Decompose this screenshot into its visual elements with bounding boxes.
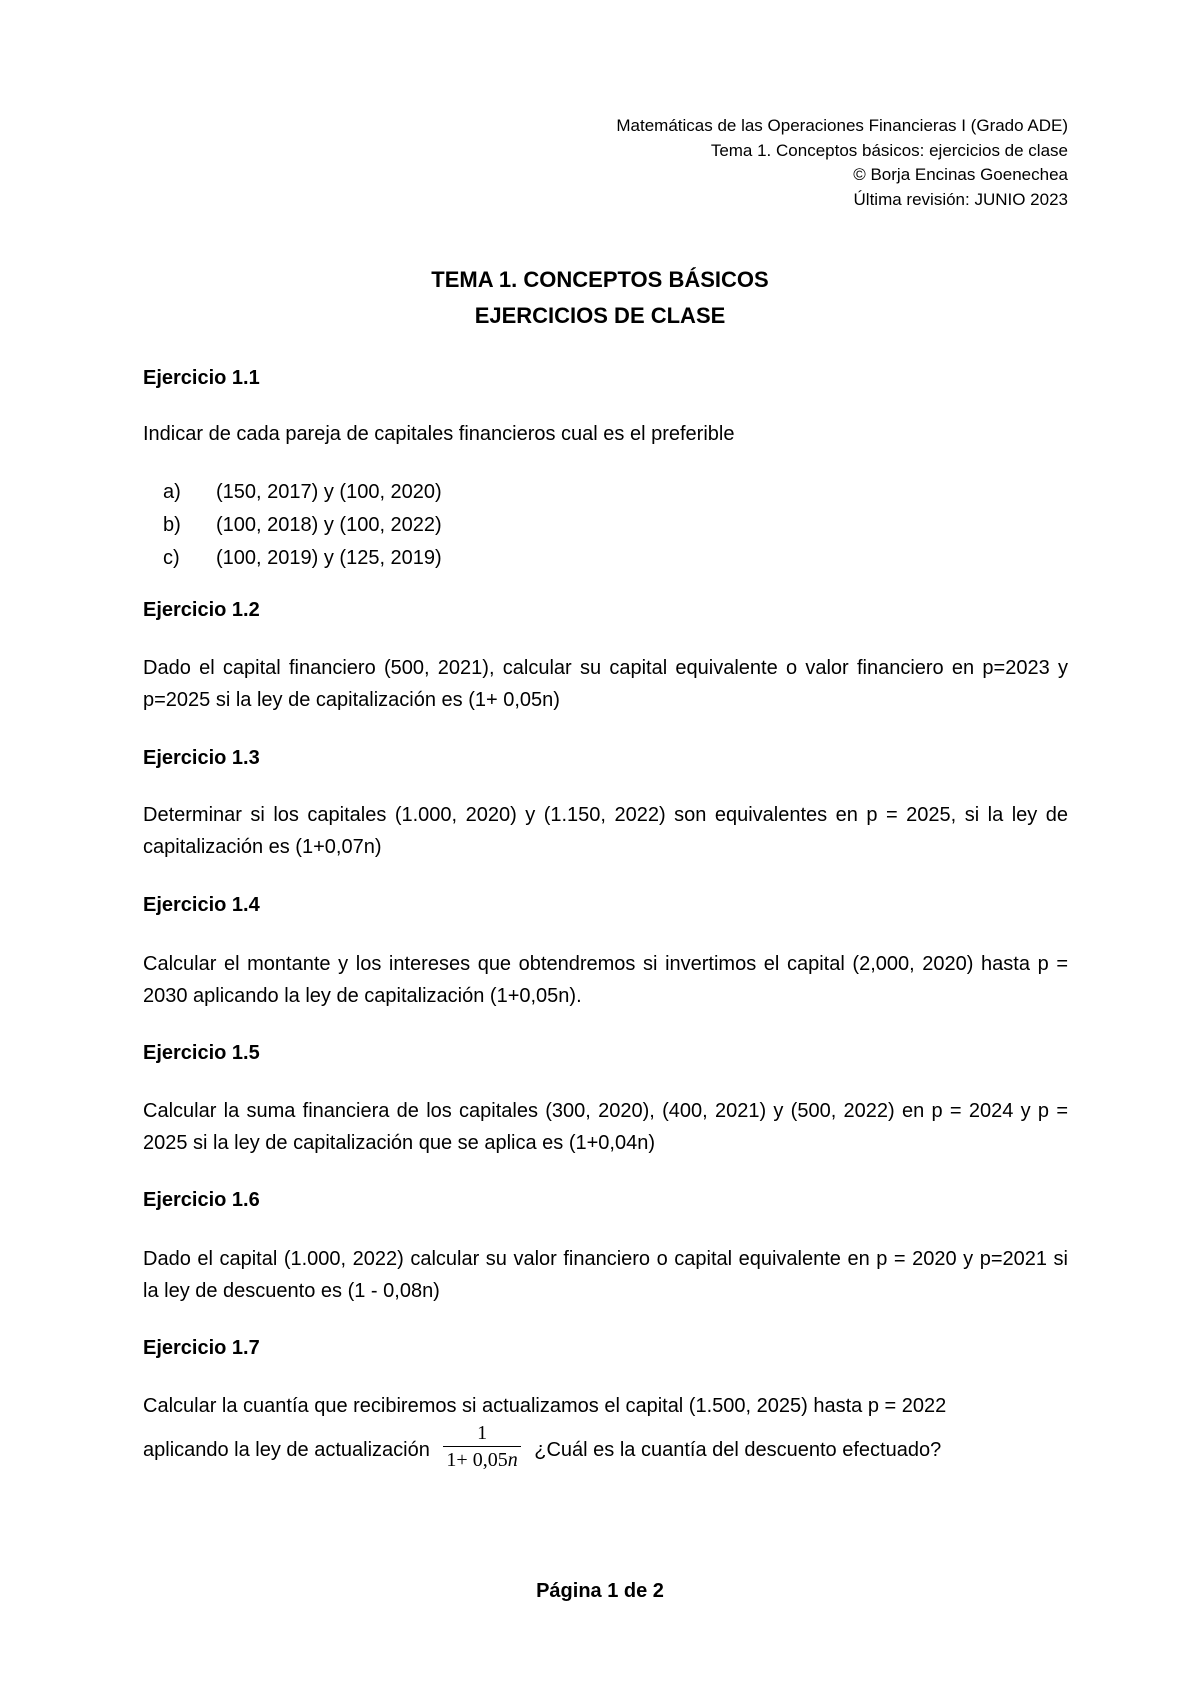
header-author: © Borja Encinas Goenechea <box>853 165 1068 184</box>
exercise-1-2-text: Dado el capital financiero (500, 2021), calcular su capital equivalente o valor financiero en p=2023 y p=2025 si la ley de capitalización es (1+ 0,05n) <box>143 657 1068 711</box>
header-revision: Última revisión: JUNIO 2023 <box>853 189 1068 209</box>
exercise-1-2-title: Ejercicio 1.2 <box>143 599 260 621</box>
exercise-1-4-title: Ejercicio 1.4 <box>143 894 260 916</box>
document-title-block <box>0 262 1200 334</box>
exercise-1-7-title: Ejercicio 1.7 <box>143 1337 260 1359</box>
list-item <box>163 476 442 509</box>
exercise-1-7-text-before: aplicando la ley de actualización <box>143 1438 430 1461</box>
fraction-numerator: 1 <box>477 1422 488 1444</box>
page-header <box>616 114 1068 212</box>
exercise-1-7-question: ¿Cuál es la cuantía del descuento efectuado? <box>534 1438 942 1461</box>
fraction-denominator <box>443 1446 520 1473</box>
document-subtitle: EJERCICIOS DE CLASE <box>474 303 726 328</box>
fraction-denominator-variable: n <box>507 1449 518 1471</box>
list-item <box>163 509 442 542</box>
option-text: (100, 2018) y (100, 2022) <box>216 514 442 536</box>
exercise-1-5-title: Ejercicio 1.5 <box>143 1042 260 1064</box>
exercise-1-3-text: Determinar si los capitales (1.000, 2020) y (1.150, 2022) son equivalentes en p = 2025, si la ley de capitalización es (1+0,07n) <box>143 804 1068 858</box>
exercise-1-1-text: Indicar de cada pareja de capitales financieros cual es el preferible <box>143 423 735 445</box>
page-number: Página 1 de 2 <box>536 1580 664 1602</box>
exercise-1-4-text: Calcular el montante y los intereses que obtendremos si invertimos el capital (2,000, 2020) hasta p = 2030 aplicando la ley de capitalización (1+0,05n). <box>143 953 1068 1007</box>
option-text: (100, 2019) y (125, 2019) <box>216 547 442 569</box>
exercise-1-6-text: Dado el capital (1.000, 2022) calcular su valor financiero o capital equivalente en p = 2020 y p=2021 si la ley de descuento es (1 - 0,08n) <box>143 1248 1068 1302</box>
exercise-1-7-text-line1: Calcular la cuantía que recibiremos si actualizamos el capital (1.500, 2025) hasta p = 2022 <box>143 1395 947 1417</box>
discount-law-fraction <box>443 1420 520 1473</box>
option-label: b) <box>163 514 181 536</box>
exercise-1-7-text-line2 <box>143 1424 1068 1477</box>
option-label: c) <box>163 547 180 569</box>
exercise-1-5-text: Calcular la suma financiera de los capitales (300, 2020), (400, 2021) y (500, 2022) en p = 2024 y p = 2025 si la ley de capitalización que se aplica es (1+0,04n) <box>143 1100 1068 1154</box>
exercise-1-1-options <box>163 476 442 575</box>
list-item <box>163 542 442 575</box>
header-course: Matemáticas de las Operaciones Financieras I (Grado ADE) <box>616 116 1068 135</box>
option-text: (150, 2017) y (100, 2020) <box>216 481 442 503</box>
document-title: TEMA 1. CONCEPTOS BÁSICOS <box>431 267 769 292</box>
exercise-1-1-title: Ejercicio 1.1 <box>143 367 260 389</box>
option-label: a) <box>163 481 181 503</box>
fraction-denominator-constant: 1+ 0,05 <box>446 1449 508 1471</box>
exercise-1-6-title: Ejercicio 1.6 <box>143 1189 260 1211</box>
header-topic: Tema 1. Conceptos básicos: ejercicios de clase <box>710 140 1068 160</box>
exercise-1-3-title: Ejercicio 1.3 <box>143 747 260 769</box>
